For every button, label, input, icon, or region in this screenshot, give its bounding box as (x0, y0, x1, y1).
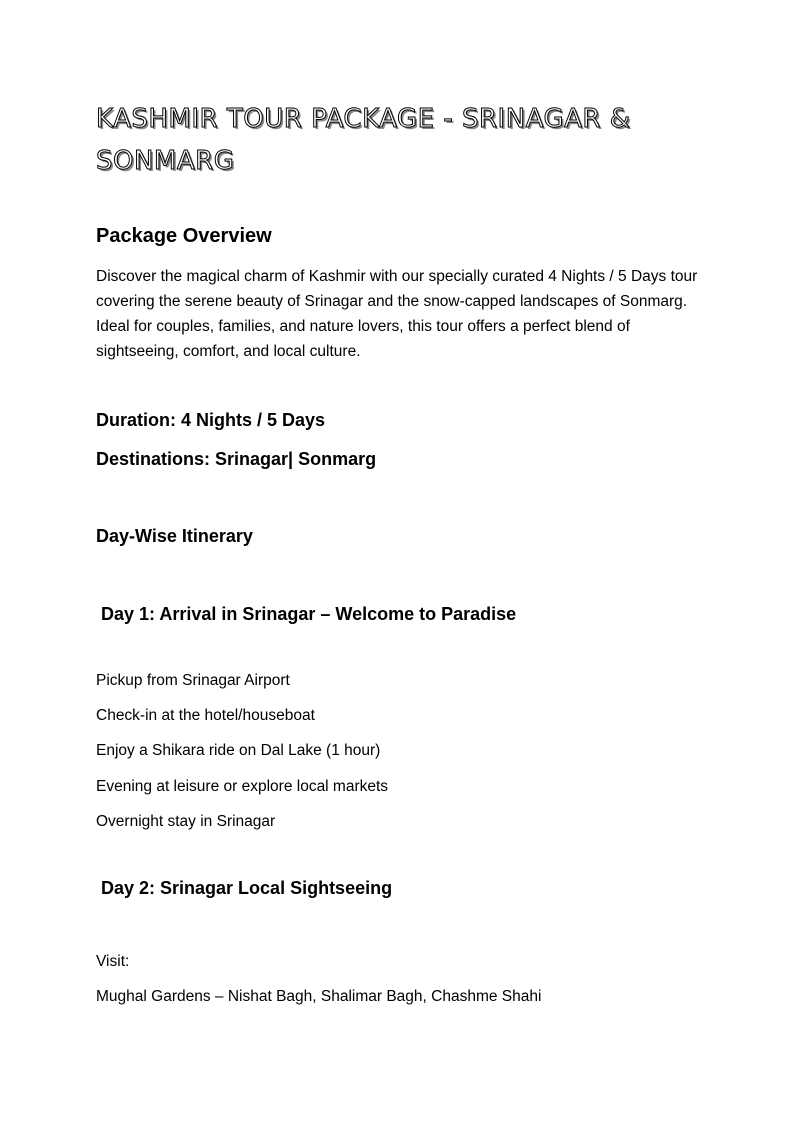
day1-heading: Day 1: Arrival in Srinagar – Welcome to Paradise (101, 604, 517, 624)
day2-heading: Day 2: Srinagar Local Sightseeing (101, 878, 393, 898)
destinations-heading: Destinations: Srinagar| Sonmarg (96, 449, 377, 469)
day2-item: Mughal Gardens – Nishat Bagh, Shalimar Bagh, Chashme Shahi (96, 988, 542, 1005)
day1-item: Check-in at the hotel/houseboat (96, 707, 315, 724)
day1-item: Overnight stay in Srinagar (96, 813, 276, 830)
overview-heading: Package Overview (96, 225, 272, 247)
duration-heading: Duration: 4 Nights / 5 Days (96, 410, 326, 430)
day1-item: Evening at leisure or explore local markets (96, 778, 389, 795)
document-title: KASHMIR TOUR PACKAGE - SRINAGAR & SONMARG (96, 104, 631, 176)
day1-item: Pickup from Srinagar Airport (96, 672, 290, 689)
day2-item: Visit: (96, 953, 130, 970)
itinerary-heading: Day-Wise Itinerary (96, 526, 253, 546)
overview-paragraph: Discover the magical charm of Kashmir with our specially curated 4 Nights / 5 Days tour covering the serene beauty of Srinagar and the snow-capped landscapes of Sonmarg. Ideal for couples, families, and nature lovers, this tour offers a perfect blend of sightseeing, comfort, and local culture. (96, 268, 698, 360)
day1-item: Enjoy a Shikara ride on Dal Lake (1 hour) (96, 742, 381, 759)
